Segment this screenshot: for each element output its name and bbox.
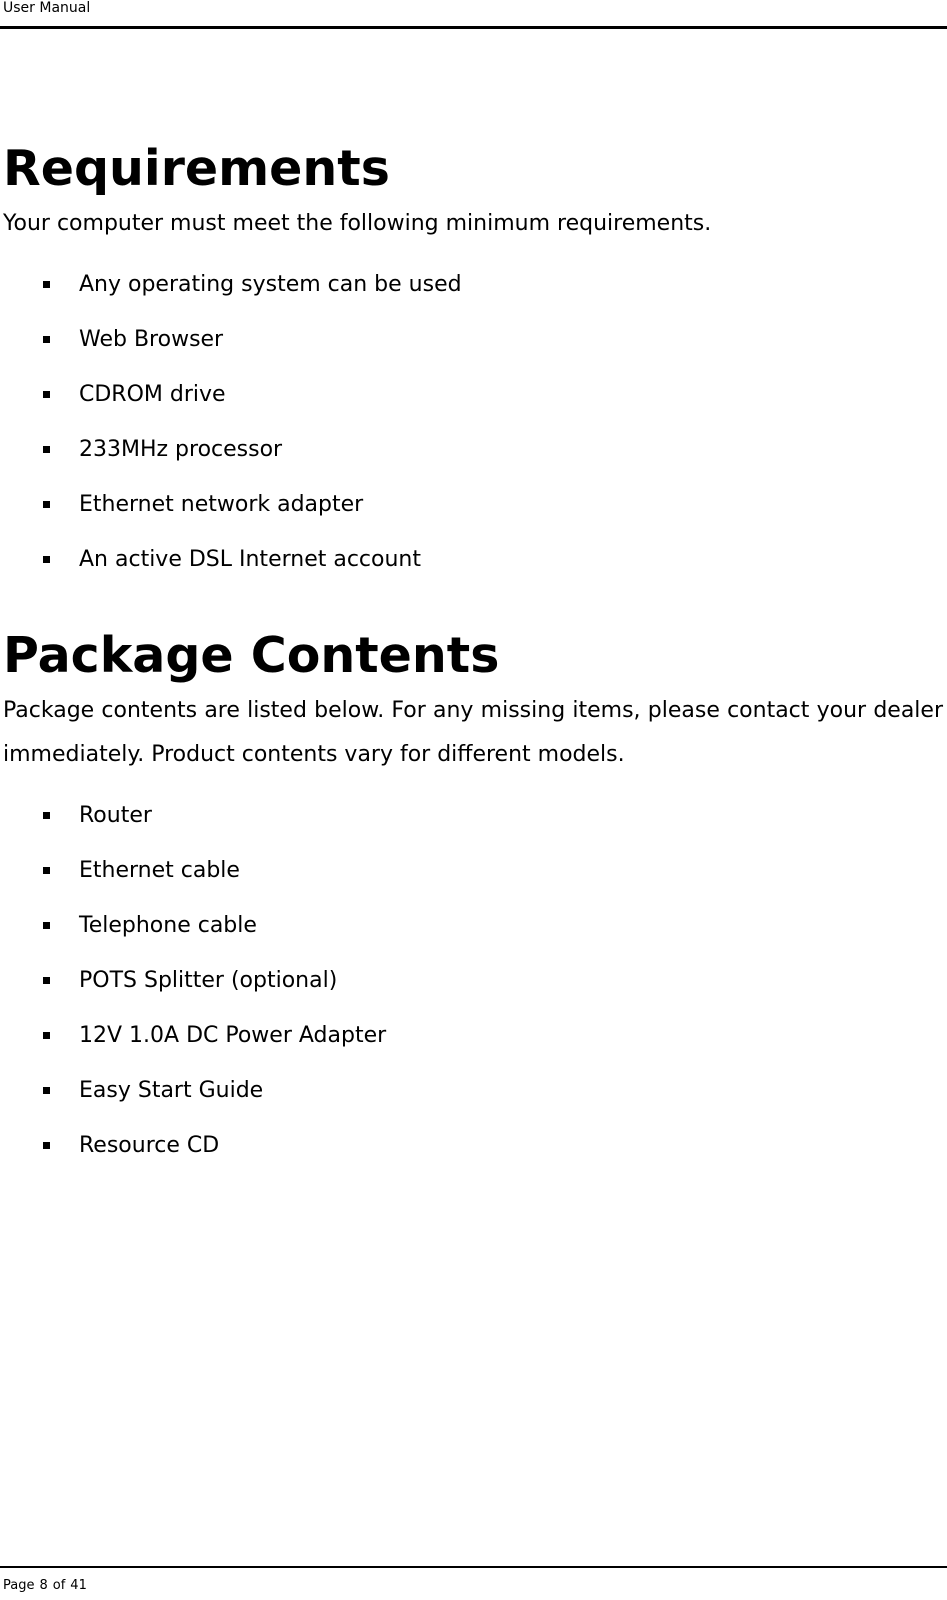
footer-divider <box>0 1566 947 1568</box>
requirements-heading: Requirements <box>3 140 390 197</box>
square-bullet-icon <box>43 391 50 398</box>
square-bullet-icon <box>43 977 50 984</box>
list-item <box>3 532 943 587</box>
list-item-label: CDROM drive <box>79 382 226 407</box>
list-item-label: Web Browser <box>79 327 224 352</box>
list-item-label: Telephone cable <box>79 913 257 938</box>
page-footer <box>3 1578 92 1594</box>
list-item-label: An active DSL Internet account <box>79 547 421 572</box>
list-item-label: Easy Start Guide <box>79 1078 264 1103</box>
package-contents-heading: Package Contents <box>3 627 500 684</box>
list-item <box>3 422 943 477</box>
list-item <box>3 843 943 898</box>
square-bullet-icon <box>43 336 50 343</box>
requirements-intro: Your computer must meet the following minimum requirements. <box>3 211 712 236</box>
list-item <box>3 953 943 1008</box>
package-contents-intro: Package contents are listed below. For any missing items, please contact your dealer immediately. Product contents vary for different models. <box>3 698 943 767</box>
page-number: 8 <box>39 1578 48 1593</box>
header-divider <box>0 26 947 29</box>
list-item-label: Any operating system can be used <box>79 272 462 297</box>
list-item <box>3 1118 943 1173</box>
list-item-label: 233MHz processor <box>79 437 283 462</box>
square-bullet-icon <box>43 867 50 874</box>
requirements-section <box>3 140 943 587</box>
list-item <box>3 1063 943 1118</box>
list-item-label: 12V 1.0A DC Power Adapter <box>79 1023 387 1048</box>
list-item <box>3 257 943 312</box>
list-item-label: Router <box>79 803 152 828</box>
list-item <box>3 367 943 422</box>
square-bullet-icon <box>43 501 50 508</box>
of-label: of <box>52 1578 66 1593</box>
package-contents-section <box>3 627 943 1173</box>
list-item <box>3 1008 943 1063</box>
square-bullet-icon <box>43 281 50 288</box>
list-item-label: Ethernet cable <box>79 858 240 883</box>
square-bullet-icon <box>43 1142 50 1149</box>
square-bullet-icon <box>43 556 50 563</box>
list-item-label: POTS Splitter (optional) <box>79 968 338 993</box>
running-header: User Manual <box>3 0 91 16</box>
square-bullet-icon <box>43 1032 50 1039</box>
list-item-label: Ethernet network adapter <box>79 492 364 517</box>
square-bullet-icon <box>43 922 50 929</box>
square-bullet-icon <box>43 812 50 819</box>
list-item-label: Resource CD <box>79 1133 220 1158</box>
list-item <box>3 898 943 953</box>
package-contents-list <box>3 788 943 1173</box>
square-bullet-icon <box>43 446 50 453</box>
square-bullet-icon <box>43 1087 50 1094</box>
list-item <box>3 788 943 843</box>
list-item <box>3 477 943 532</box>
requirements-list <box>3 257 943 587</box>
total-pages: 41 <box>70 1578 87 1593</box>
list-item <box>3 312 943 367</box>
page-label: Page <box>3 1578 35 1593</box>
